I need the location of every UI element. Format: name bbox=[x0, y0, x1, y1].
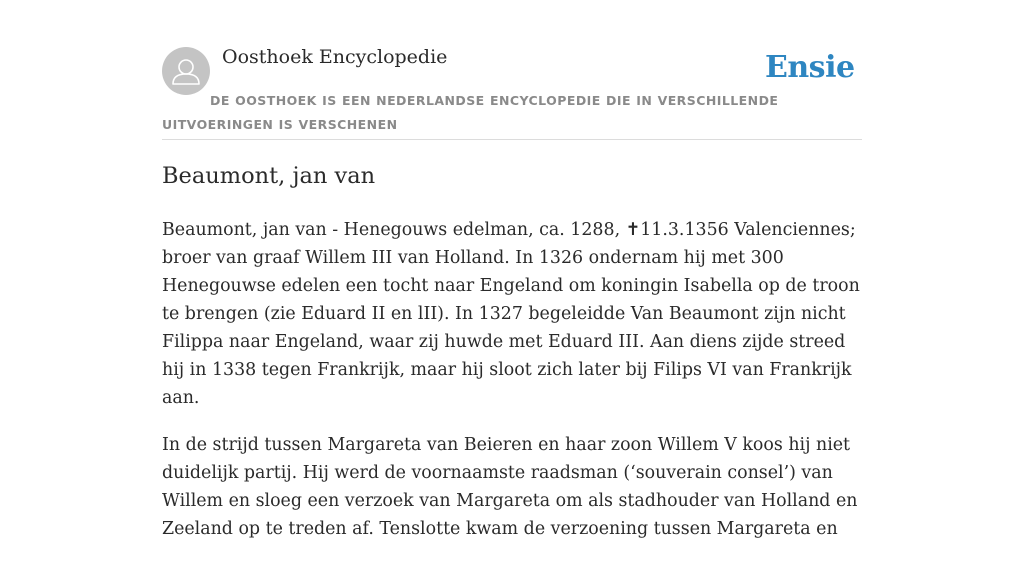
article-paragraph: In de strijd tussen Margareta van Beieren en haar zoon Willem V koos hij niet duidelijk partij. Hij werd de voornaamste raadsman (‘souverain consel’) van Willem en sloeg een verzoek van Margareta om als stadhouder van Holland en Zeeland op te treden af. Tenslotte kwam de verzoening tussen Margareta en bbox=[162, 435, 858, 539]
page-title: Beaumont, jan van bbox=[162, 163, 376, 189]
header-divider bbox=[162, 139, 862, 140]
author-avatar[interactable] bbox=[162, 47, 210, 95]
brand-logo[interactable]: Ensie bbox=[765, 50, 855, 85]
article-paragraph: Beaumont, jan van - Henegouws edelman, ca. 1288, ✝11.3.1356 Valenciennes; broer van graaf Willem III van Holland. In 1326 ondernam hij met 300 Henegouwse edelen een tocht naar Engeland om koningin Isabella op de troon te brengen (zie Eduard II en lII). In 1327 begeleidde Van Beaumont zijn nicht Filippa naar Engeland, waar zij huwde met Eduard III. Aan diens zijde streed hij in 1338 tegen Frankrijk, maar hij sloot zich later bij Filips VI van Frankrijk aan. bbox=[162, 220, 860, 408]
site-name[interactable]: Oosthoek Encyclopedie bbox=[222, 46, 448, 68]
article-body bbox=[162, 216, 872, 562]
user-icon bbox=[162, 47, 210, 95]
site-tagline: DE OOSTHOEK IS EEN NEDERLANDSE ENCYCLOPEDIE DIE IN VERSCHILLENDE UITVOERINGEN IS VERSCHENEN bbox=[162, 93, 779, 132]
